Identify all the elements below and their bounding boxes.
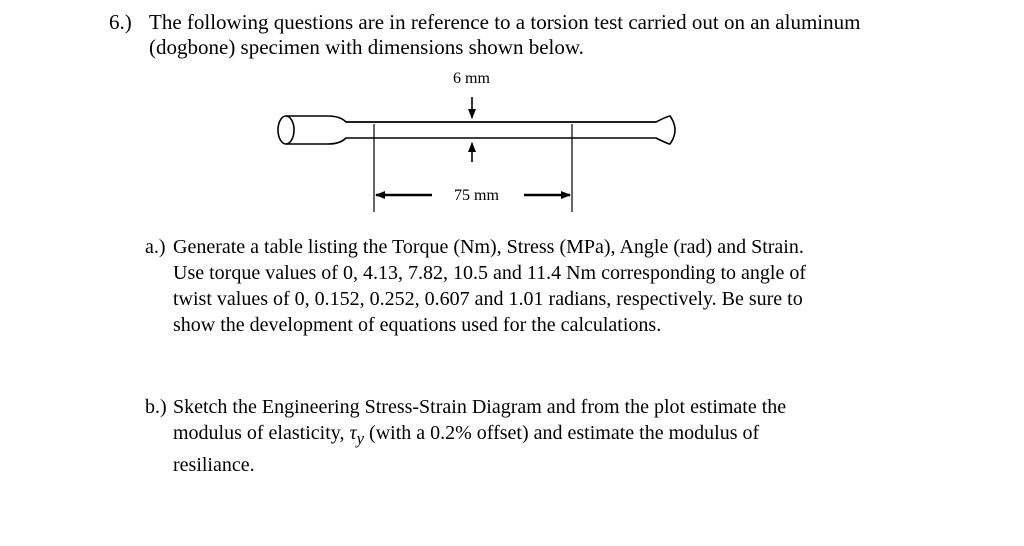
dogbone-diagram <box>0 0 1024 240</box>
part-b-label: b.) <box>145 396 167 418</box>
part-a <box>145 234 925 338</box>
question-number: 6.) <box>109 10 132 34</box>
specimen-body <box>286 116 675 144</box>
part-b-text-2a: modulus of elasticity, <box>173 422 350 444</box>
question-line-2: (dogbone) specimen with dimensions shown below. <box>149 35 584 59</box>
part-b-line-3: resiliance. <box>173 454 255 476</box>
part-b-text-1: Sketch the Engineering Stress-Strain Diagram and from the plot estimate the <box>173 396 787 418</box>
part-a-text-1: Generate a table listing the Torque (Nm), Stress (MPa), Angle (rad) and Strain. <box>173 236 804 258</box>
part-a-line-2: Use torque values of 0, 4.13, 7.82, 10.5 and 11.4 Nm corresponding to angle of <box>173 262 807 284</box>
part-b-line-2 <box>145 420 925 452</box>
part-b-line-1 <box>145 394 925 420</box>
tau-subscript: y <box>356 429 365 448</box>
part-a-label: a.) <box>145 236 166 258</box>
dogbone-specimen-figure <box>0 0 1024 240</box>
part-a-line-1 <box>145 234 925 260</box>
specimen-outline <box>278 116 675 144</box>
part-b-text-2b: (with a 0.2% offset) and estimate the modulus of <box>364 422 760 444</box>
tau-symbol: τ <box>349 422 357 444</box>
tau-y-symbol <box>349 422 365 448</box>
part-b <box>145 394 925 478</box>
diameter-label: 6 mm <box>453 70 490 87</box>
part-a-line-3: twist values of 0, 0.152, 0.252, 0.607 and 1.01 radians, respectively. Be sure to <box>173 288 803 310</box>
left-end-face <box>278 116 294 144</box>
part-a-line-4: show the development of equations used for the calculations. <box>173 314 662 336</box>
length-label: 75 mm <box>454 187 499 204</box>
question-text-1: The following questions are in reference to a torsion test carried out on an aluminum <box>149 10 861 34</box>
